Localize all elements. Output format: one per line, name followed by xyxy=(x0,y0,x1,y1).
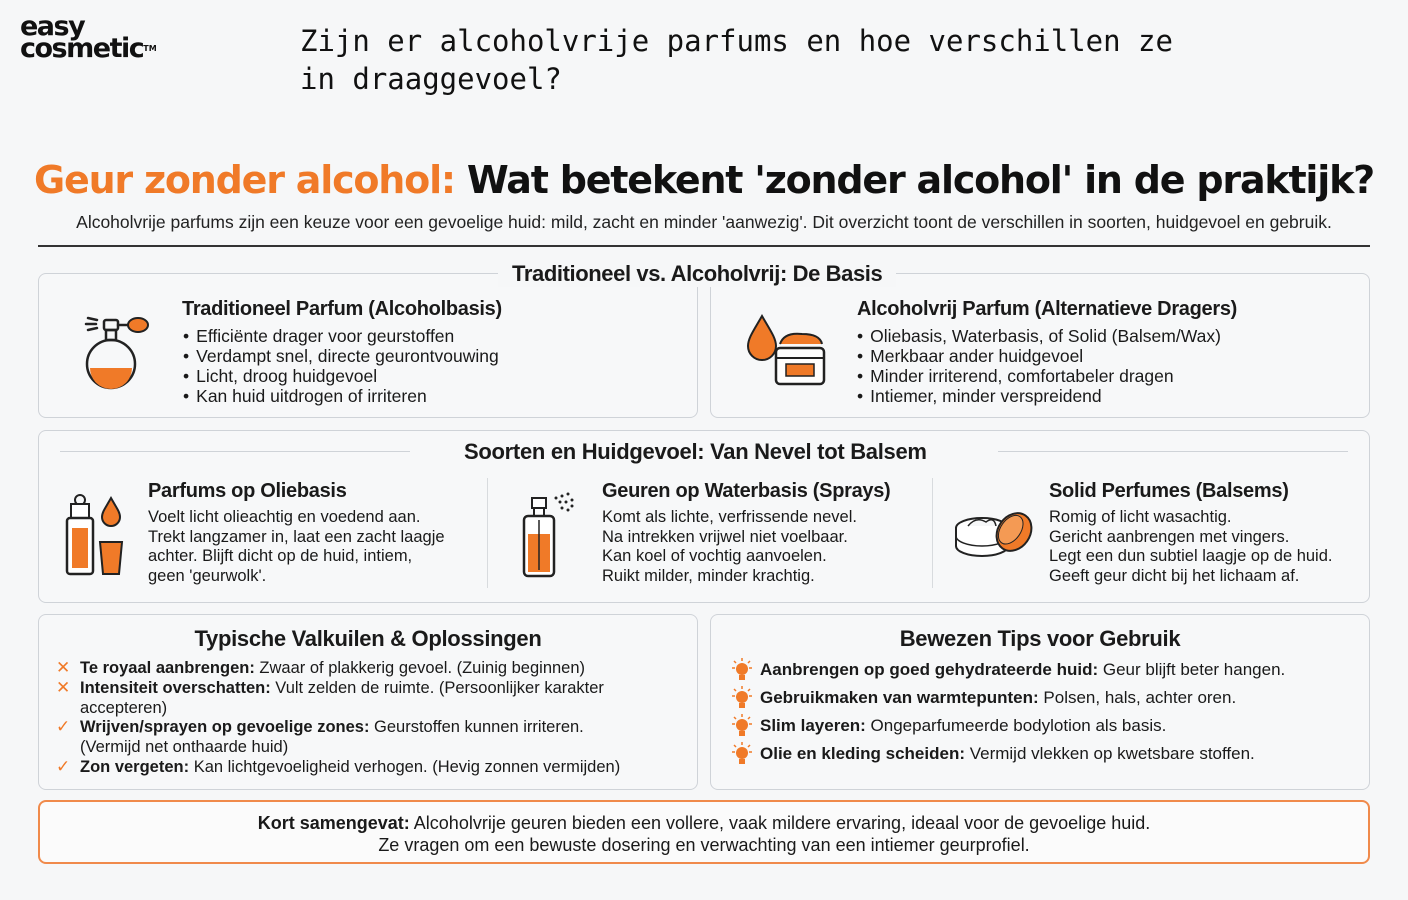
tip-item: Slim layeren: Ongeparfumeerde bodylotion als basis. xyxy=(760,716,1167,735)
section-types-title: Soorten en Huidgevoel: Van Nevel tot Balsem xyxy=(464,439,927,464)
perfume-bottle-icon xyxy=(78,310,158,392)
pitfalls-title: Typische Valkuilen & Oplossingen xyxy=(194,626,542,651)
cross-icon: ✕ xyxy=(56,678,71,697)
oil-title: Parfums op Oliebasis xyxy=(148,480,347,502)
logo-line-1: easy xyxy=(20,11,85,42)
summary-label: Kort samengevat: xyxy=(257,813,410,833)
types-divider xyxy=(932,478,933,588)
list-item: • Verdampt snel, directe geurontvouwing xyxy=(183,346,499,366)
section-basis-title: Traditioneel vs. Alcoholvrij: De Basis xyxy=(498,261,896,287)
list-item: • Oliebasis, Waterbasis, of Solid (Balsem/Wax) xyxy=(857,326,1221,346)
types-divider xyxy=(487,478,488,588)
list-item: • Efficiënte drager voor geurstoffen xyxy=(183,326,499,346)
headline-accent: Geur zonder alcohol: xyxy=(34,158,455,202)
spray-bottle-icon xyxy=(516,490,576,580)
traditional-title: Traditioneel Parfum (Alcoholbasis) xyxy=(182,298,502,320)
lightbulb-icon xyxy=(732,742,752,766)
logo-line-2: cosmetic xyxy=(20,33,144,64)
water-title: Geuren op Waterbasis (Sprays) xyxy=(602,480,891,502)
page-subline: Alcoholvrije parfums zijn een keuze voor een gevoelige huid: mild, zacht en minder 'aanwezig'. Dit overzicht toont de verschillen in soorten, huidgevoel en gebruik. xyxy=(76,212,1332,232)
alcoholfree-list xyxy=(857,326,1221,406)
page-question: Zijn er alcoholvrije parfums en hoe verschillen ze in draaggevoel? xyxy=(300,24,1173,96)
page-headline xyxy=(0,158,1408,202)
alcoholfree-title: Alcoholvrij Parfum (Alternatieve Dragers) xyxy=(857,298,1238,320)
headline-rest: Wat betekent 'zonder alcohol' in de praktijk? xyxy=(454,158,1374,202)
pitfall-item: Zon vergeten: Kan lichtgevoeligheid verhogen. (Hevig zonnen vermijden) xyxy=(80,758,621,776)
list-item: • Intiemer, minder verspreidend xyxy=(857,386,1221,406)
lightbulb-icon xyxy=(732,714,752,738)
brand-logo xyxy=(20,11,157,64)
summary-line-1: Alcoholvrije geuren bieden een vollere, vaak mildere ervaring, ideaal voor de gevoelige huid. xyxy=(409,813,1151,833)
water-description: Komt als lichte, verfrissende nevel. Na intrekken vrijwel niet voelbaar. Kan koel of vochtig aanvoelen. Ruikt milder, minder krachtig. xyxy=(602,508,857,585)
lightbulb-icon xyxy=(732,686,752,710)
traditional-list xyxy=(183,326,499,406)
header-divider xyxy=(38,245,1370,247)
lightbulb-icon xyxy=(732,658,752,682)
check-icon: ✓ xyxy=(56,757,71,776)
solid-title: Solid Perfumes (Balsems) xyxy=(1049,480,1289,502)
balm-tin-icon xyxy=(952,506,1034,562)
types-rule-right xyxy=(998,451,1348,452)
list-item: • Licht, droog huidgevoel xyxy=(183,366,499,386)
list-item: • Kan huid uitdrogen of irriteren xyxy=(183,386,499,406)
solid-description: Romig of licht wasachtig. Gericht aanbrengen met vingers. Legt een dun subtiel laagje op de huid. Geeft geur dicht bij het lichaam af. xyxy=(1049,508,1333,585)
pitfall-item: Te royaal aanbrengen: Zwaar of plakkerig gevoel. (Zuinig beginnen) xyxy=(80,659,586,677)
cross-icon: ✕ xyxy=(56,658,71,677)
oil-description: Voelt licht olieachtig en voedend aan. Trekt langzamer in, laat een zacht laagje achter. Blijft dicht op de huid, intiem, geen 'geurwolk'. xyxy=(148,508,445,585)
summary-line-2: Ze vragen om een bewuste dosering en verwachting van een intiemer geurprofiel. xyxy=(378,835,1030,855)
check-icon: ✓ xyxy=(56,717,71,736)
roll-on-oil-icon xyxy=(62,492,128,578)
pitfall-item: Intensiteit overschatten: Vult zelden de ruimte. (Persoonlijker karakter accepteren) xyxy=(80,679,604,717)
tip-item: Gebruikmaken van warmtepunten: Polsen, hals, achter oren. xyxy=(760,688,1237,707)
logo-trademark: TM xyxy=(143,44,157,53)
oil-drop-and-jar-icon xyxy=(744,314,830,388)
tip-item: Aanbrengen op goed gehydrateerde huid: Geur blijft beter hangen. xyxy=(760,660,1286,679)
pitfall-item: Wrijven/sprayen op gevoelige zones: Geurstoffen kunnen irriteren. (Vermijd net onthaarde huid) xyxy=(80,718,584,756)
tips-title: Bewezen Tips voor Gebruik xyxy=(899,626,1181,651)
list-item: • Minder irriterend, comfortabeler dragen xyxy=(857,366,1221,386)
tip-item: Olie en kleding scheiden: Vermijd vlekken op kwetsbare stoffen. xyxy=(760,744,1255,763)
list-item: • Merkbaar ander huidgevoel xyxy=(857,346,1221,366)
summary-box xyxy=(38,800,1370,864)
types-rule-left xyxy=(60,451,410,452)
